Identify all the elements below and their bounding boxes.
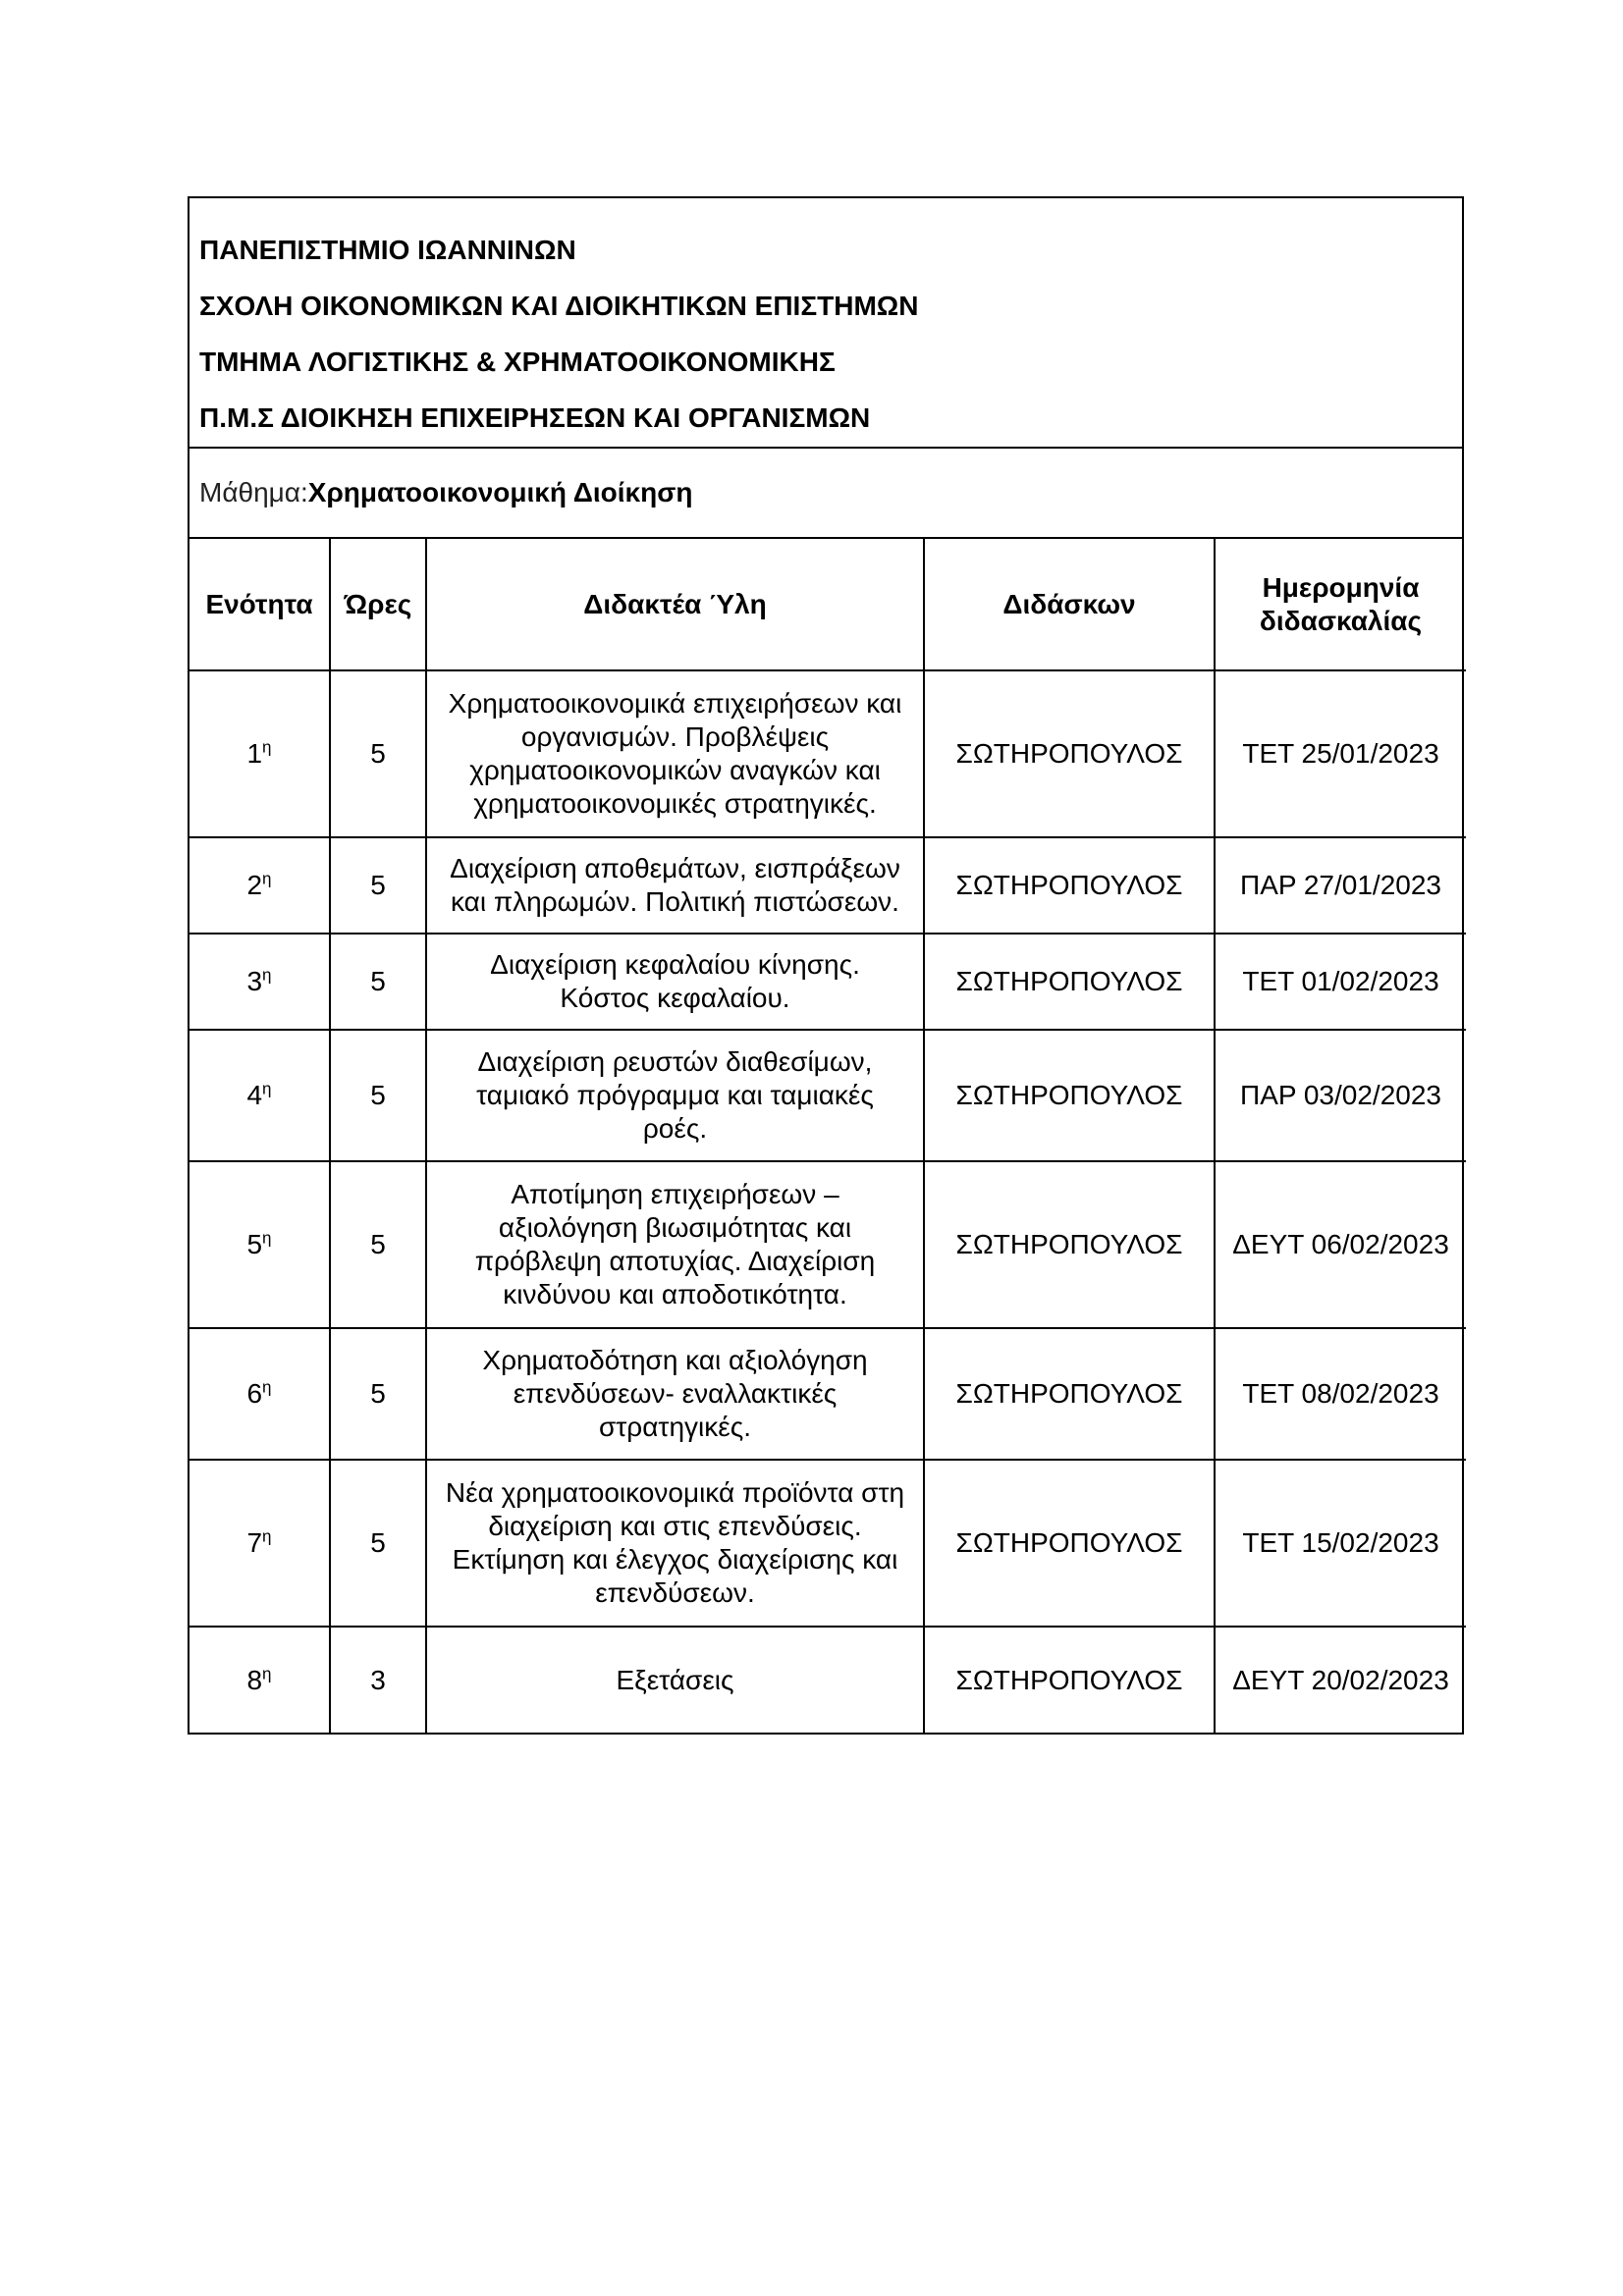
material-line: Χρηματοδότηση και αξιολόγηση — [482, 1345, 868, 1375]
unit-number: 7 — [246, 1527, 263, 1558]
hours-cell: 5 — [330, 670, 426, 837]
schedule-document — [188, 196, 1464, 1735]
date-cell: ΔΕΥΤ 20/02/2023 — [1215, 1627, 1466, 1733]
material-line: στρατηγικές. — [598, 1412, 752, 1442]
material-line: Αποτίμηση επιχειρήσεων – — [511, 1179, 839, 1209]
date-cell: ΤΕΤ 15/02/2023 — [1215, 1460, 1466, 1627]
material-cell — [426, 1627, 924, 1733]
material-line: Διαχείριση αποθεμάτων, εισπράξεων — [450, 853, 900, 883]
table-row — [189, 670, 1466, 837]
program-name: Π.Μ.Σ ΔΙΟΙΚΗΣΗ ΕΠΙΧΕΙΡΗΣΕΩΝ ΚΑΙ ΟΡΓΑΝΙΣΜΩΝ — [199, 402, 871, 433]
table-row — [189, 934, 1466, 1030]
column-header-date-line1: Ημερομηνία — [1262, 571, 1420, 603]
teacher-cell: ΣΩΤΗΡΟΠΟΥΛΟΣ — [924, 1161, 1215, 1328]
unit-suffix: η — [262, 1526, 272, 1546]
date-cell: ΤΕΤ 01/02/2023 — [1215, 934, 1466, 1030]
column-header-date — [1215, 539, 1466, 670]
table-row — [189, 1030, 1466, 1161]
unit-suffix: η — [262, 1664, 272, 1683]
course-name: Χρηματοοικονομική Διοίκηση — [307, 477, 693, 507]
material-cell — [426, 1328, 924, 1460]
material-line: ροές. — [642, 1113, 708, 1144]
material-cell — [426, 1030, 924, 1161]
teacher-cell: ΣΩΤΗΡΟΠΟΥΛΟΣ — [924, 1627, 1215, 1733]
table-row — [189, 1328, 1466, 1460]
material-cell — [426, 1161, 924, 1328]
university-name: ΠΑΝΕΠΙΣΤΗΜΙΟ ΙΩΑΝΝΙΝΩΝ — [199, 235, 576, 265]
unit-suffix: η — [262, 869, 272, 888]
unit-number: 8 — [246, 1664, 263, 1695]
hours-cell: 5 — [330, 1460, 426, 1627]
unit-number: 1 — [246, 738, 263, 769]
unit-cell — [189, 934, 330, 1030]
teacher-cell: ΣΩΤΗΡΟΠΟΥΛΟΣ — [924, 837, 1215, 934]
school-name: ΣΧΟΛΗ ΟΙΚΟΝΟΜΙΚΩΝ ΚΑΙ ΔΙΟΙΚΗΤΙΚΩΝ ΕΠΙΣΤΗΜΩΝ — [199, 291, 919, 321]
unit-cell — [189, 1328, 330, 1460]
date-cell: ΠΑΡ 03/02/2023 — [1215, 1030, 1466, 1161]
material-line: και πληρωμών. Πολιτική πιστώσεων. — [451, 886, 899, 917]
teacher-cell: ΣΩΤΗΡΟΠΟΥΛΟΣ — [924, 1030, 1215, 1161]
hours-cell: 5 — [330, 1030, 426, 1161]
table-header-row — [189, 539, 1466, 670]
unit-number: 3 — [246, 966, 263, 996]
material-cell — [426, 670, 924, 837]
unit-cell — [189, 1030, 330, 1161]
schedule-table — [189, 539, 1466, 1733]
material-cell — [426, 934, 924, 1030]
material-line: Χρηματοοικονομικά επιχειρήσεων και — [448, 688, 902, 719]
unit-cell — [189, 1161, 330, 1328]
unit-number: 4 — [246, 1080, 263, 1110]
unit-cell — [189, 1460, 330, 1627]
course-label: Μάθημα: — [199, 477, 308, 507]
material-line: χρηματοοικονομικές στρατηγικές. — [473, 788, 877, 819]
table-row — [189, 1460, 1466, 1627]
column-header-unit: Ενότητα — [205, 588, 313, 619]
table-row — [189, 1627, 1466, 1733]
unit-suffix: η — [262, 737, 272, 757]
column-header-hours: Ώρες — [330, 539, 426, 670]
teacher-cell: ΣΩΤΗΡΟΠΟΥΛΟΣ — [924, 934, 1215, 1030]
hours-cell: 5 — [330, 837, 426, 934]
material-line: ταμιακό πρόγραμμα και ταμιακές — [476, 1080, 874, 1110]
unit-suffix: η — [262, 1079, 272, 1098]
material-line: χρηματοοικονομικών αναγκών και — [469, 755, 881, 785]
teacher-cell: ΣΩΤΗΡΟΠΟΥΛΟΣ — [924, 670, 1215, 837]
column-header-material: Διδακτέα Ύλη — [426, 539, 924, 670]
unit-suffix: η — [262, 1377, 272, 1397]
date-cell: ΔΕΥΤ 06/02/2023 — [1215, 1161, 1466, 1328]
column-header-date-line2: διδασκαλίας — [1259, 605, 1423, 636]
material-cell — [426, 837, 924, 934]
table-body — [189, 670, 1466, 1733]
material-line: Διαχείριση κεφαλαίου κίνησης. — [490, 949, 860, 980]
material-line: πρόβλεψη αποτυχίας. Διαχείριση — [474, 1246, 876, 1276]
teacher-cell: ΣΩΤΗΡΟΠΟΥΛΟΣ — [924, 1328, 1215, 1460]
material-line: επενδύσεων. — [595, 1577, 755, 1608]
column-header-teacher: Διδάσκων — [924, 539, 1215, 670]
date-cell: ΤΕΤ 08/02/2023 — [1215, 1328, 1466, 1460]
material-line: οργανισμών. Προβλέψεις — [520, 721, 830, 752]
material-line: Νέα χρηματοοικονομικά προϊόντα στη — [445, 1477, 905, 1508]
material-line: αξιολόγηση βιωσιμότητας και — [498, 1212, 852, 1243]
hours-cell: 5 — [330, 934, 426, 1030]
hours-cell: 3 — [330, 1627, 426, 1733]
date-cell: ΠΑΡ 27/01/2023 — [1215, 837, 1466, 934]
hours-cell: 5 — [330, 1161, 426, 1328]
material-cell — [426, 1460, 924, 1627]
material-line: επενδύσεων- εναλλακτικές — [513, 1378, 838, 1409]
institution-header — [189, 198, 1462, 449]
material-line: κινδύνου και αποδοτικότητα. — [503, 1279, 847, 1309]
unit-number: 6 — [246, 1378, 263, 1409]
unit-suffix: η — [262, 1228, 272, 1248]
table-row — [189, 837, 1466, 934]
material-line: διαχείριση και στις επενδύσεις. — [488, 1511, 862, 1541]
hours-cell: 5 — [330, 1328, 426, 1460]
table-row — [189, 1161, 1466, 1328]
unit-number: 5 — [246, 1229, 263, 1259]
unit-number: 2 — [246, 870, 263, 900]
unit-suffix: η — [262, 965, 272, 985]
course-row — [189, 449, 1462, 539]
unit-cell — [189, 837, 330, 934]
unit-cell — [189, 670, 330, 837]
department-name: ΤΜΗΜΑ ΛΟΓΙΣΤΙΚΗΣ & ΧΡΗΜΑΤΟΟΙΚΟΝΟΜΙΚΗΣ — [199, 347, 836, 377]
teacher-cell: ΣΩΤΗΡΟΠΟΥΛΟΣ — [924, 1460, 1215, 1627]
unit-cell — [189, 1627, 330, 1733]
material-line: Εξετάσεις — [616, 1664, 734, 1695]
material-line: Κόστος κεφαλαίου. — [560, 983, 790, 1013]
material-line: Διαχείριση ρευστών διαθεσίμων, — [477, 1046, 873, 1077]
material-line: Εκτίμηση και έλεγχος διαχείρισης και — [452, 1544, 898, 1575]
date-cell: ΤΕΤ 25/01/2023 — [1215, 670, 1466, 837]
